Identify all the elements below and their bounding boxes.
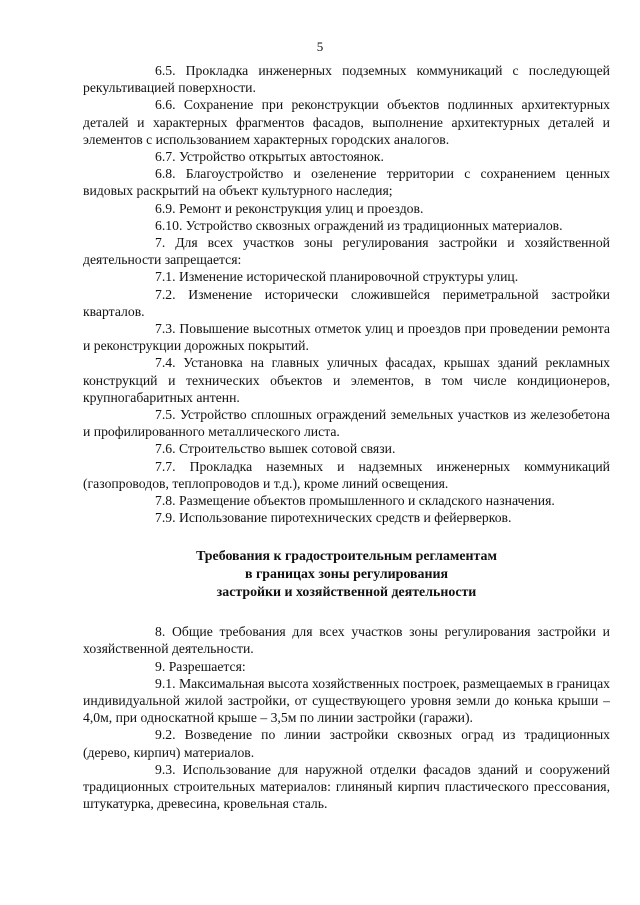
section-heading-line-2: в границах зоны регулирования: [245, 567, 448, 583]
paragraph-text: Для всех участков зоны регулирования застройки и хозяйственной деятельности запрещается:: [83, 235, 610, 268]
paragraph-text: Разрешается:: [168, 658, 246, 674]
paragraph-text: Максимальная высота хозяйственных построек, размещаемых в границах индивидуальной жилой застройки, от существующего уровня земли до конька крыши – 4,0м, при односкатной крыше – 3,5м по линии застройки (гаражи).: [83, 675, 610, 726]
restrictions-list: [83, 62, 610, 526]
paragraph-text: Прокладка наземных и надземных инженерных коммуникаций (газопроводов, теплопроводов и т.д.), кроме линий освещения.: [83, 458, 611, 491]
paragraph-item: [83, 200, 610, 217]
paragraph-number: 6.5.: [155, 63, 176, 78]
paragraph-number: 6.10.: [155, 217, 183, 233]
paragraph-item: [83, 440, 610, 457]
paragraph-number: 7.4.: [155, 355, 176, 371]
paragraph-text: Повышение высотных отметок улиц и проездов при проведении ремонта и реконструкции дорожных покрытий.: [83, 321, 610, 354]
paragraph-item: [83, 492, 610, 509]
paragraph-item: [83, 320, 610, 354]
paragraph-item: [83, 96, 610, 148]
paragraph-number: 7.9.: [155, 510, 176, 526]
paragraph-text: Размещение объектов промышленного и складского назначения.: [178, 493, 555, 509]
paragraph-number: 6.8.: [155, 166, 176, 182]
paragraph-item: [83, 148, 610, 165]
paragraph-item: [83, 623, 610, 657]
requirements-list: [83, 623, 610, 812]
paragraph-number: 6.7.: [155, 149, 176, 165]
paragraph-text: Установка на главных уличных фасадах, крышах зданий рекламных конструкций и технических объектов и элементов, в том числе кондиционеров, крупногабаритных антенн.: [83, 355, 610, 405]
paragraph-text: Изменение исторической планировочной структуры улиц.: [178, 269, 519, 285]
paragraph-number: 7.3.: [155, 321, 176, 337]
paragraph-number: 9.2.: [155, 727, 176, 743]
section-heading-line-1: Требования к градостроительным регламентам: [196, 549, 497, 565]
paragraph-number: 7.7.: [155, 458, 176, 474]
paragraph-number: 9.1.: [155, 675, 176, 691]
section-heading-line-3: застройки и хозяйственной деятельности: [216, 584, 477, 600]
paragraph-number: 8.: [155, 624, 166, 640]
paragraph-number: 7.1.: [155, 269, 176, 285]
paragraph-text: Устройство открытых автостоянок.: [178, 149, 384, 165]
paragraph-number: 7.2.: [155, 286, 176, 302]
paragraph-text: Устройство сквозных ограждений из традиционных материалов.: [185, 217, 563, 233]
paragraph-item: [83, 354, 610, 406]
paragraph-item: [83, 675, 610, 727]
paragraph-item: [83, 509, 610, 526]
paragraph-item: [83, 234, 610, 268]
paragraph-item: [83, 62, 610, 96]
paragraph-item: [83, 658, 610, 675]
paragraph-text: Возведение по линии застройки сквозных оград из традиционных (дерево, кирпич) материалов.: [83, 727, 610, 760]
paragraph-item: [83, 406, 610, 440]
paragraph-text: Использование пиротехнических средств и фейерверков.: [178, 510, 512, 526]
paragraph-number: 9.: [155, 658, 166, 674]
paragraph-item: [83, 761, 610, 813]
paragraph-text: Благоустройство и озеленение территории с сохранением ценных видовых раскрытий на объект культурного наследия;: [83, 166, 610, 199]
paragraph-text: Сохранение при реконструкции объектов подлинных архитектурных деталей и характерных фрагментов фасадов, выполнение архитектурных деталей и элементов с использованием характерных городских аналогов.: [83, 97, 610, 147]
paragraph-number: 7.5.: [155, 407, 176, 423]
paragraph-text: Устройство сплошных ограждений земельных участков из железобетона и профилированного металлического листа.: [83, 407, 611, 440]
paragraph-number: 6.6.: [155, 97, 176, 113]
paragraph-number: 7.8.: [155, 493, 176, 509]
paragraph-text: Общие требования для всех участков зоны регулирования застройки и хозяйственной деятельности.: [83, 624, 611, 657]
paragraph-item: [83, 268, 610, 285]
paragraph-text: Строительство вышек сотовой связи.: [178, 441, 396, 457]
paragraph-text: Прокладка инженерных подземных коммуникаций с последующей рекультивацией поверхности.: [83, 63, 610, 96]
paragraph-number: 6.9.: [155, 200, 176, 216]
paragraph-number: 7.6.: [155, 441, 176, 457]
paragraph-item: [83, 726, 610, 760]
paragraph-number: 7.: [155, 235, 166, 251]
page-number: 5: [316, 39, 324, 54]
paragraph-text: Изменение исторически сложившейся периметральной застройки кварталов.: [83, 286, 611, 319]
document-body: [83, 62, 610, 813]
paragraph-number: 9.3.: [155, 761, 176, 777]
paragraph-text: Использование для наружной отделки фасадов зданий и сооружений традиционных строительных материалов: глиняный кирпич пластического прессования, штукатурка, древесина, кровельная сталь.: [83, 761, 611, 812]
paragraph-item: [83, 165, 610, 199]
paragraph-item: [83, 286, 610, 320]
paragraph-item: [83, 458, 610, 492]
paragraph-text: Ремонт и реконструкция улиц и проездов.: [178, 200, 424, 216]
paragraph-item: [83, 217, 610, 234]
